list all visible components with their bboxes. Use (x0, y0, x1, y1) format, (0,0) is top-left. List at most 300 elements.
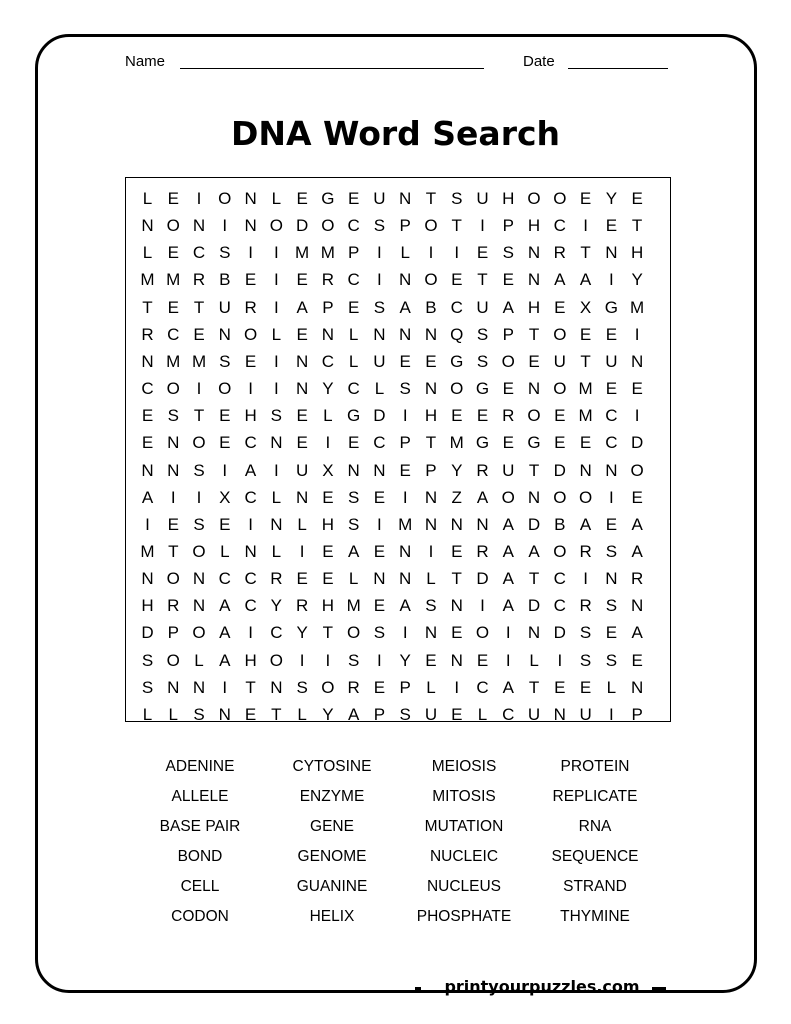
grid-row (126, 700, 670, 729)
grid-letter: M (166, 351, 181, 371)
grid-letter: Y (322, 704, 334, 724)
grid-letter: O (424, 270, 438, 290)
grid-letter: E (167, 514, 179, 534)
grid-letter: Y (451, 460, 463, 480)
word-item: STRAND (563, 878, 627, 895)
grid-letter: S (425, 596, 437, 616)
grid-letter: B (554, 514, 566, 534)
grid-letter: S (605, 541, 618, 561)
grid-letter: N (399, 569, 412, 589)
grid-letter: C (553, 216, 566, 236)
grid-letter: A (502, 541, 514, 561)
grid-letter: A (347, 541, 360, 561)
word-item: PHOSPHATE (416, 908, 512, 925)
grid-letter: C (218, 569, 231, 589)
grid-letter: R (244, 297, 257, 317)
grid-row (126, 483, 670, 512)
grid-row (126, 510, 670, 539)
grid-letter: P (502, 324, 514, 344)
grid-letter: N (295, 379, 309, 399)
grid-row (126, 428, 670, 457)
grid-letter: N (295, 487, 309, 507)
grid-row (126, 374, 670, 403)
grid-letter: Z (451, 487, 462, 507)
grid-letter: E (451, 541, 463, 561)
grid-letter: E (476, 243, 489, 263)
grid-letter: I (196, 189, 202, 208)
grid-letter: E (296, 324, 308, 344)
grid-letter: O (243, 324, 258, 344)
grid-letter: I (454, 243, 460, 263)
grid-letter: U (476, 189, 489, 208)
grid-letter: H (244, 650, 257, 670)
grid-letter: N (424, 379, 438, 399)
word-item: GUANINE (296, 878, 368, 895)
grid-letter: T (245, 677, 256, 697)
grid-letter: R (167, 596, 180, 616)
grid-letter: N (270, 514, 283, 534)
letter-grid (125, 177, 671, 722)
grid-letter: R (476, 460, 489, 480)
grid-letter: I (248, 623, 253, 643)
grid-letter: L (477, 704, 488, 724)
grid-letter: A (631, 623, 643, 643)
grid-letter: H (244, 406, 257, 426)
grid-letter: N (141, 460, 154, 480)
grid-letter: E (244, 351, 257, 371)
grid-letter: E (347, 189, 360, 208)
grid-letter: L (374, 379, 385, 399)
grid-letter: L (142, 243, 153, 263)
grid-letter: T (451, 216, 462, 236)
grid-letter: A (296, 297, 308, 317)
grid-letter: C (141, 379, 154, 399)
grid-letter: E (322, 487, 334, 507)
grid-letter: Y (605, 189, 618, 208)
word-column (530, 756, 660, 936)
grid-letter: A (399, 297, 411, 317)
grid-letter: N (399, 324, 412, 344)
grid-row (126, 456, 670, 485)
grid-letter: E (554, 297, 566, 317)
grid-letter: N (321, 324, 335, 344)
grid-letter: S (451, 189, 463, 208)
word-item: HELIX (309, 908, 355, 925)
grid-letter: E (296, 569, 308, 589)
grid-letter: N (553, 704, 566, 724)
grid-letter: Q (450, 324, 464, 344)
grid-letter: N (630, 351, 644, 371)
grid-letter: X (322, 460, 334, 480)
grid-letter: S (579, 650, 592, 670)
grid-letter: I (377, 514, 382, 534)
grid-letter: S (193, 514, 205, 534)
grid-letter: D (141, 623, 154, 643)
grid-letter: C (244, 569, 257, 589)
grid-letter: I (273, 270, 279, 290)
grid-letter: N (295, 351, 309, 371)
grid-letter: I (557, 650, 563, 670)
footer-dash-left (415, 987, 421, 990)
grid-row (126, 618, 670, 647)
word-item: ENZYME (299, 788, 365, 805)
grid-letter: E (605, 324, 618, 344)
grid-letter: I (480, 216, 485, 236)
grid-letter: E (605, 379, 618, 399)
grid-letter: M (578, 379, 593, 399)
grid-letter: G (321, 189, 335, 208)
grid-letter: M (191, 351, 207, 371)
grid-letter: N (373, 569, 386, 589)
grid-letter: N (476, 514, 489, 534)
word-item: MEIOSIS (431, 758, 497, 775)
grid-letter: L (348, 324, 359, 344)
grid-letter: L (142, 704, 153, 724)
grid-letter: C (450, 297, 463, 317)
grid-letter: O (166, 379, 180, 399)
grid-letter: P (167, 623, 179, 643)
grid-letter: G (475, 433, 490, 453)
grid-letter: O (578, 487, 593, 507)
grid-letter: O (321, 216, 335, 236)
grid-letter: E (579, 189, 592, 208)
grid-letter: M (166, 270, 181, 290)
grid-letter: N (399, 270, 412, 290)
grid-letter: E (476, 406, 489, 426)
grid-letter: I (273, 243, 279, 263)
grid-letter: N (527, 270, 541, 290)
grid-letter: R (141, 324, 154, 344)
grid-letter: U (553, 351, 566, 371)
grid-letter: P (631, 704, 643, 724)
grid-letter: E (347, 297, 360, 317)
grid-letter: E (605, 623, 618, 643)
grid-letter: E (373, 596, 386, 616)
grid-letter: X (219, 487, 231, 507)
grid-letter: A (631, 541, 643, 561)
grid-letter: I (608, 704, 614, 724)
grid-letter: E (579, 324, 592, 344)
grid-row (126, 320, 670, 349)
grid-letter: O (218, 189, 232, 208)
grid-letter: N (167, 433, 180, 453)
grid-letter: N (579, 460, 592, 480)
grid-letter: C (553, 569, 566, 589)
grid-letter: N (399, 189, 412, 208)
grid-letter: N (527, 243, 541, 263)
grid-letter: E (322, 569, 334, 589)
grid-letter: O (501, 487, 515, 507)
grid-letter: I (377, 650, 382, 670)
grid-letter: I (222, 460, 228, 480)
grid-letter: C (321, 351, 335, 371)
grid-letter: A (141, 487, 154, 507)
grid-letter: U (295, 460, 309, 480)
grid-letter: O (553, 379, 567, 399)
grid-letter: P (399, 677, 411, 697)
grid-letter: O (527, 406, 541, 426)
grid-letter: I (377, 270, 382, 290)
grid-letter: U (476, 297, 489, 317)
footer-site: printyourpuzzles.com (444, 977, 640, 996)
grid-letter: N (450, 596, 463, 616)
grid-letter: E (322, 541, 334, 561)
grid-letter: A (476, 487, 489, 507)
grid-letter: E (579, 433, 592, 453)
grid-letter: O (347, 623, 361, 643)
grid-letter: S (347, 514, 360, 534)
grid-letter: A (502, 297, 514, 317)
grid-letter: T (528, 677, 540, 697)
grid-letter: E (373, 487, 386, 507)
grid-letter: N (399, 541, 412, 561)
grid-letter: C (244, 433, 257, 453)
grid-letter: A (347, 704, 360, 724)
grid-letter: H (321, 596, 335, 616)
grid-letter: O (553, 189, 567, 208)
grid-letter: I (402, 406, 408, 426)
grid-letter: E (296, 270, 308, 290)
grid-letter: N (270, 433, 283, 453)
grid-letter: A (219, 623, 231, 643)
grid-letter: H (321, 514, 335, 534)
grid-letter: I (222, 216, 228, 236)
grid-letter: S (141, 677, 154, 697)
grid-letter: T (477, 270, 488, 290)
grid-letter: I (583, 216, 588, 236)
grid-letter: U (579, 704, 592, 724)
word-item: CODON (171, 908, 229, 925)
grid-letter: H (141, 596, 154, 616)
grid-letter: L (168, 704, 178, 724)
grid-letter: N (167, 677, 180, 697)
grid-letter: I (273, 379, 279, 399)
grid-letter: S (193, 704, 205, 724)
word-item: SEQUENCE (551, 848, 639, 865)
grid-letter: E (244, 704, 257, 724)
grid-letter: G (450, 351, 464, 371)
grid-letter: E (502, 379, 514, 399)
word-item: ALLELE (171, 788, 229, 805)
grid-letter: S (476, 351, 489, 371)
grid-letter: O (218, 379, 232, 399)
grid-letter: L (142, 189, 153, 208)
grid-letter: N (167, 460, 180, 480)
grid-letter: C (347, 379, 360, 399)
grid-letter: A (502, 569, 514, 589)
grid-letter: S (193, 460, 205, 480)
grid-letter: N (373, 460, 386, 480)
grid-letter: S (347, 487, 360, 507)
grid-letter: T (322, 623, 334, 643)
grid-letter: O (501, 351, 515, 371)
grid-letter: U (605, 351, 618, 371)
grid-letter: R (192, 270, 206, 290)
grid-letter: N (244, 216, 257, 236)
grid-letter: E (244, 270, 257, 290)
grid-row (126, 293, 670, 322)
grid-letter: N (270, 677, 283, 697)
grid-letter: H (630, 243, 644, 263)
grid-letter: N (605, 460, 618, 480)
grid-letter: D (295, 216, 309, 236)
grid-letter: E (605, 514, 618, 534)
grid-letter: T (528, 569, 540, 589)
grid-letter: R (502, 406, 515, 426)
grid-letter: I (145, 514, 150, 534)
grid-letter: R (579, 541, 592, 561)
word-item: PROTEIN (560, 758, 630, 775)
grid-letter: I (325, 433, 331, 453)
grid-letter: A (244, 460, 257, 480)
grid-letter: L (348, 351, 359, 371)
grid-letter: I (273, 297, 279, 317)
grid-letter: I (325, 650, 331, 670)
grid-letter: U (527, 704, 541, 724)
grid-letter: Y (399, 650, 411, 670)
grid-letter: N (527, 623, 541, 643)
grid-letter: O (630, 460, 644, 480)
grid-letter: E (373, 541, 386, 561)
grid-letter: O (166, 650, 180, 670)
grid-letter: I (505, 623, 511, 643)
grid-letter: S (579, 623, 592, 643)
grid-letter: C (476, 677, 489, 697)
grid-letter: N (630, 677, 644, 697)
grid-letter: T (580, 351, 591, 371)
grid-letter: N (141, 569, 154, 589)
grid-letter: S (219, 351, 231, 371)
grid-letter: B (425, 297, 437, 317)
grid-letter: N (450, 514, 463, 534)
grid-letter: E (141, 406, 154, 426)
grid-letter: O (269, 216, 283, 236)
grid-row (126, 211, 670, 240)
grid-letter: S (373, 623, 386, 643)
grid-letter: D (373, 406, 386, 426)
word-item: BASE PAIR (159, 818, 241, 835)
grid-letter: I (428, 541, 434, 561)
grid-letter: U (502, 460, 515, 480)
grid-letter: E (502, 433, 514, 453)
grid-letter: A (502, 596, 514, 616)
grid-letter: E (296, 189, 308, 208)
grid-letter: E (554, 433, 566, 453)
grid-letter: S (373, 216, 386, 236)
grid-letter: C (553, 596, 566, 616)
word-item: GENE (310, 818, 354, 835)
grid-letter: N (347, 460, 360, 480)
grid-letter: S (502, 243, 514, 263)
grid-letter: I (505, 650, 511, 670)
grid-letter: A (502, 514, 514, 534)
grid-letter: M (449, 433, 464, 453)
grid-letter: B (219, 270, 231, 290)
grid-letter: H (424, 406, 438, 426)
grid-letter: Y (322, 379, 334, 399)
grid-letter: P (347, 243, 360, 263)
grid-letter: I (454, 677, 460, 697)
grid-letter: I (608, 270, 614, 290)
grid-letter: C (347, 270, 360, 290)
grid-letter: E (167, 243, 179, 263)
grid-letter: L (606, 677, 617, 697)
grid-letter: T (193, 297, 205, 317)
grid-letter: Y (270, 596, 283, 616)
grid-letter: E (554, 677, 566, 697)
grid-letter: C (167, 324, 180, 344)
word-item: GENOME (297, 848, 367, 865)
grid-letter: L (271, 487, 282, 507)
grid-letter: C (270, 623, 283, 643)
grid-letter: A (219, 650, 231, 670)
grid-letter: E (193, 324, 205, 344)
grid-letter: M (295, 243, 310, 263)
grid-letter: C (347, 216, 360, 236)
grid-letter: O (527, 189, 541, 208)
grid-letter: L (426, 677, 436, 697)
grid-letter: N (605, 569, 618, 589)
grid-letter: E (631, 379, 643, 399)
grid-letter: S (296, 677, 308, 697)
grid-letter: E (502, 270, 514, 290)
grid-letter: T (193, 406, 205, 426)
grid-letter: E (631, 189, 643, 208)
grid-row (126, 265, 670, 294)
grid-letter: T (631, 216, 643, 236)
grid-letter: O (553, 541, 567, 561)
grid-letter: A (631, 514, 643, 534)
grid-letter: H (502, 189, 515, 208)
word-column (399, 756, 529, 936)
grid-letter: D (476, 569, 489, 589)
grid-letter: T (425, 189, 437, 208)
grid-letter: E (631, 650, 643, 670)
grid-letter: S (399, 379, 411, 399)
grid-letter: N (424, 324, 438, 344)
word-item: ADENINE (165, 758, 235, 775)
grid-letter: D (527, 596, 541, 616)
grid-letter: T (271, 704, 282, 724)
grid-letter: T (528, 324, 540, 344)
word-column (135, 756, 265, 936)
grid-letter: E (425, 351, 437, 371)
grid-letter: U (373, 351, 386, 371)
grid-letter: S (373, 297, 386, 317)
grid-letter: S (219, 243, 231, 263)
grid-letter: O (192, 433, 206, 453)
word-item: MITOSIS (432, 788, 496, 805)
grid-letter: D (630, 433, 644, 453)
grid-letter: N (527, 487, 541, 507)
grid-letter: I (196, 487, 202, 507)
grid-letter: N (141, 351, 154, 371)
grid-letter: P (373, 704, 386, 724)
grid-letter: A (219, 596, 231, 616)
grid-letter: G (527, 433, 541, 453)
grid-letter: N (244, 189, 257, 208)
grid-letter: N (424, 623, 438, 643)
grid-letter: M (578, 406, 593, 426)
grid-letter: L (271, 541, 282, 561)
grid-letter: I (634, 324, 640, 344)
grid-letter: O (475, 623, 490, 643)
grid-letter: I (273, 351, 279, 371)
grid-letter: Y (296, 623, 308, 643)
grid-letter: I (196, 379, 202, 399)
grid-letter: O (424, 216, 438, 236)
grid-row (126, 646, 670, 675)
